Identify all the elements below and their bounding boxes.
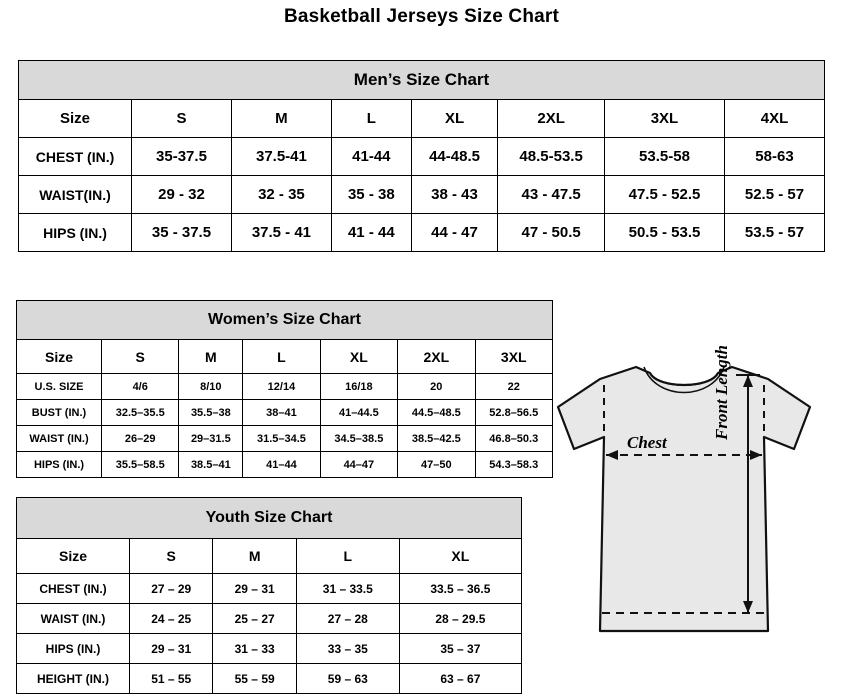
table-row bbox=[17, 604, 522, 634]
table-cell: 28 – 29.5 bbox=[399, 604, 521, 634]
column-header-3xl: 3XL bbox=[475, 340, 552, 374]
table-cell: 44 - 47 bbox=[411, 214, 498, 252]
row-label: WAIST (IN.) bbox=[17, 426, 102, 452]
table-cell: 55 – 59 bbox=[213, 664, 296, 694]
column-header-3xl: 3XL bbox=[604, 100, 724, 138]
table-cell: 20 bbox=[398, 374, 475, 400]
row-label: U.S. SIZE bbox=[17, 374, 102, 400]
column-header-size: Size bbox=[17, 539, 130, 574]
column-header-s: S bbox=[132, 100, 232, 138]
table-cell: 35-37.5 bbox=[132, 138, 232, 176]
row-label: BUST (IN.) bbox=[17, 400, 102, 426]
table-cell: 58-63 bbox=[724, 138, 824, 176]
table-cell: 52.5 - 57 bbox=[724, 176, 824, 214]
table-cell: 41–44.5 bbox=[320, 400, 397, 426]
column-header-m: M bbox=[213, 539, 296, 574]
table-cell: 29–31.5 bbox=[179, 426, 243, 452]
womens-size-chart-table bbox=[16, 300, 553, 478]
womens-chart-caption: Women’s Size Chart bbox=[17, 301, 553, 340]
youth-size-chart-table bbox=[16, 497, 522, 694]
chest-measure-label: Chest bbox=[627, 433, 667, 452]
table-cell: 16/18 bbox=[320, 374, 397, 400]
jersey-diagram bbox=[540, 345, 840, 675]
table-cell: 29 – 31 bbox=[130, 634, 213, 664]
table-cell: 38.5–42.5 bbox=[398, 426, 475, 452]
table-cell: 53.5 - 57 bbox=[724, 214, 824, 252]
table-cell: 47–50 bbox=[398, 452, 475, 478]
table-cell: 52.8–56.5 bbox=[475, 400, 552, 426]
table-caption-row bbox=[17, 301, 553, 340]
table-cell: 51 – 55 bbox=[130, 664, 213, 694]
table-cell: 32.5–35.5 bbox=[102, 400, 179, 426]
front-length-measure-label: Front Length bbox=[712, 345, 731, 440]
table-cell: 41 - 44 bbox=[331, 214, 411, 252]
column-header-s: S bbox=[102, 340, 179, 374]
table-cell: 29 – 31 bbox=[213, 574, 296, 604]
table-cell: 47 - 50.5 bbox=[498, 214, 605, 252]
table-cell: 53.5-58 bbox=[604, 138, 724, 176]
jersey-outline-icon bbox=[558, 367, 810, 631]
row-label: HIPS (IN.) bbox=[17, 452, 102, 478]
row-label: CHEST (IN.) bbox=[17, 574, 130, 604]
youth-chart-caption: Youth Size Chart bbox=[17, 498, 522, 539]
column-header-l: L bbox=[296, 539, 399, 574]
column-header-2xl: 2XL bbox=[398, 340, 475, 374]
table-cell: 24 – 25 bbox=[130, 604, 213, 634]
table-row bbox=[17, 634, 522, 664]
table-cell: 44–47 bbox=[320, 452, 397, 478]
table-cell: 41-44 bbox=[331, 138, 411, 176]
table-cell: 8/10 bbox=[179, 374, 243, 400]
table-cell: 27 – 28 bbox=[296, 604, 399, 634]
table-row bbox=[17, 426, 553, 452]
column-header-l: L bbox=[243, 340, 320, 374]
table-cell: 31 – 33.5 bbox=[296, 574, 399, 604]
table-cell: 44-48.5 bbox=[411, 138, 498, 176]
mens-size-chart-table bbox=[18, 60, 825, 252]
table-row bbox=[17, 452, 553, 478]
column-header-m: M bbox=[231, 100, 331, 138]
row-label: WAIST(IN.) bbox=[19, 176, 132, 214]
column-header-4xl: 4XL bbox=[724, 100, 824, 138]
row-label: HEIGHT (IN.) bbox=[17, 664, 130, 694]
row-label: HIPS (IN.) bbox=[17, 634, 130, 664]
table-cell: 54.3–58.3 bbox=[475, 452, 552, 478]
column-header-s: S bbox=[130, 539, 213, 574]
table-cell: 37.5-41 bbox=[231, 138, 331, 176]
table-cell: 29 - 32 bbox=[132, 176, 232, 214]
table-cell: 38 - 43 bbox=[411, 176, 498, 214]
column-header-2xl: 2XL bbox=[498, 100, 605, 138]
table-cell: 47.5 - 52.5 bbox=[604, 176, 724, 214]
table-cell: 63 – 67 bbox=[399, 664, 521, 694]
table-cell: 43 - 47.5 bbox=[498, 176, 605, 214]
column-header-xl: XL bbox=[399, 539, 521, 574]
column-header-size: Size bbox=[19, 100, 132, 138]
table-cell: 32 - 35 bbox=[231, 176, 331, 214]
table-row bbox=[17, 574, 522, 604]
table-cell: 22 bbox=[475, 374, 552, 400]
table-cell: 44.5–48.5 bbox=[398, 400, 475, 426]
table-cell: 31.5–34.5 bbox=[243, 426, 320, 452]
table-cell: 33 – 35 bbox=[296, 634, 399, 664]
mens-chart-caption: Men’s Size Chart bbox=[19, 61, 825, 100]
table-cell: 37.5 - 41 bbox=[231, 214, 331, 252]
table-row bbox=[19, 138, 825, 176]
page-title: Basketball Jerseys Size Chart bbox=[283, 6, 560, 27]
table-header-row bbox=[19, 100, 825, 138]
table-cell: 50.5 - 53.5 bbox=[604, 214, 724, 252]
table-cell: 35.5–38 bbox=[179, 400, 243, 426]
column-header-xl: XL bbox=[320, 340, 397, 374]
table-cell: 25 – 27 bbox=[213, 604, 296, 634]
table-cell: 35 - 37.5 bbox=[132, 214, 232, 252]
table-caption-row bbox=[17, 498, 522, 539]
table-caption-row bbox=[19, 61, 825, 100]
table-header-row bbox=[17, 539, 522, 574]
column-header-l: L bbox=[331, 100, 411, 138]
table-cell: 41–44 bbox=[243, 452, 320, 478]
table-row bbox=[19, 214, 825, 252]
row-label: HIPS (IN.) bbox=[19, 214, 132, 252]
table-cell: 4/6 bbox=[102, 374, 179, 400]
table-cell: 38.5–41 bbox=[179, 452, 243, 478]
table-cell: 38–41 bbox=[243, 400, 320, 426]
column-header-m: M bbox=[179, 340, 243, 374]
table-cell: 31 – 33 bbox=[213, 634, 296, 664]
table-cell: 35.5–58.5 bbox=[102, 452, 179, 478]
table-row bbox=[17, 374, 553, 400]
table-cell: 33.5 – 36.5 bbox=[399, 574, 521, 604]
column-header-xl: XL bbox=[411, 100, 498, 138]
table-row bbox=[17, 400, 553, 426]
table-cell: 48.5-53.5 bbox=[498, 138, 605, 176]
table-cell: 46.8–50.3 bbox=[475, 426, 552, 452]
table-cell: 27 – 29 bbox=[130, 574, 213, 604]
table-cell: 12/14 bbox=[243, 374, 320, 400]
table-cell: 35 - 38 bbox=[331, 176, 411, 214]
table-cell: 35 – 37 bbox=[399, 634, 521, 664]
table-cell: 26–29 bbox=[102, 426, 179, 452]
column-header-size: Size bbox=[17, 340, 102, 374]
table-cell: 34.5–38.5 bbox=[320, 426, 397, 452]
table-header-row bbox=[17, 340, 553, 374]
row-label: WAIST (IN.) bbox=[17, 604, 130, 634]
table-cell: 59 – 63 bbox=[296, 664, 399, 694]
row-label: CHEST (IN.) bbox=[19, 138, 132, 176]
table-row bbox=[19, 176, 825, 214]
